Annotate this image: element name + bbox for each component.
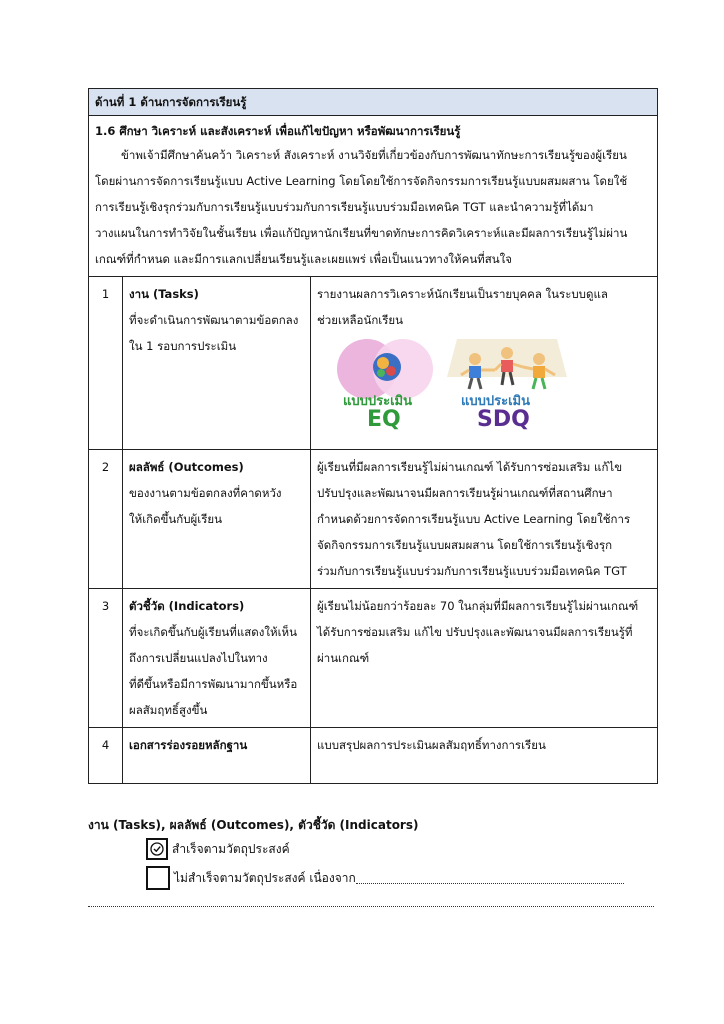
intro-line: ข้าพเจ้ามีศึกษาค้นคว้า วิเคราะห์ สังเคราะห์ งานวิจัยที่เกี่ยวข้องกับการพัฒนาทักษะการเรียนรู้ของผู้เรียน: [121, 148, 627, 162]
row-detail-line: รายงานผลการวิเคราะห์นักเรียนเป็นรายบุคคล ในระบบดูแล: [317, 287, 608, 301]
row-desc-line: ให้เกิดขึ้นกับผู้เรียน: [129, 512, 222, 526]
row-detail-line: ผู้เรียนไม่น้อยกว่าร้อยละ 70 ในกลุ่มที่มีผลการเรียนรู้ไม่ผ่านเกณฑ์: [317, 599, 639, 613]
row-detail-cell: [311, 277, 658, 450]
sdq-assessment-image: [447, 337, 567, 445]
row-detail-line: ได้รับการซ่อมเสริม แก้ไข ปรับปรุงและพัฒนาจนมีผลการเรียนรู้ที่: [317, 625, 633, 639]
row-detail-line: ร่วมกับการเรียนรู้แบบร่วมกับการเรียนรู้แบบร่วมมือเทคนิค TGT: [317, 564, 627, 578]
row-detail-cell: [311, 450, 658, 589]
row-label-cell: [123, 277, 311, 450]
row-desc-line: ใน 1 รอบการประเมิน: [129, 339, 237, 353]
intro-line: โดยผ่านการจัดการเรียนรู้แบบ Active Learning โดยโดยใช้การจัดกิจกรรมการเรียนรู้แบบผสมผสาน โดยใช้: [95, 174, 628, 188]
option-success-label: สำเร็จตามวัตถุประสงค์: [172, 841, 290, 856]
row-detail-line: แบบสรุปผลการประเมินผลสัมฤทธิ์ทางการเรียน: [317, 738, 546, 752]
row-title: ตัวชี้วัด (Indicators): [129, 599, 245, 613]
reason-blank[interactable]: [356, 873, 624, 884]
row-number: 4: [89, 728, 123, 784]
row-label-cell: [123, 450, 311, 589]
row-title: ผลลัพธ์ (Outcomes): [129, 460, 244, 474]
sdq-caption: แบบประเมิน: [461, 394, 530, 409]
eq-assessment-image: [337, 337, 437, 445]
row-detail-line: ช่วยเหลือนักเรียน: [317, 313, 403, 327]
summary-title-text: งาน (Tasks), ผลลัพธ์ (Outcomes), ตัวชี้วัด (Indicators): [88, 818, 419, 832]
row-detail-line: กำหนดด้วยการจัดการเรียนรู้แบบ Active Learning โดยใช้การ: [317, 512, 631, 526]
competency-table: [88, 88, 658, 784]
row-desc-line: ถึงการเปลี่ยนแปลงไปในทาง: [129, 651, 268, 665]
sdq-label: SDQ: [477, 407, 530, 432]
row-number: 1: [89, 277, 123, 450]
row-desc-line: ที่ดีขึ้นหรือมีการพัฒนามากขึ้นหรือ: [129, 677, 298, 691]
row-detail-line: จัดกิจกรรมการเรียนรู้แบบผสมผสาน โดยใช้การเรียนรู้เชิงรุก: [317, 538, 613, 552]
check-circle-icon: [148, 840, 166, 858]
section-header: ด้านที่ 1 ด้านการจัดการเรียนรู้: [89, 89, 658, 116]
row-detail-cell: [311, 728, 658, 784]
row-detail-line: ผ่านเกณฑ์: [317, 651, 370, 665]
option-fail[interactable]: [146, 866, 624, 890]
summary-title: [88, 816, 418, 835]
row-title: งาน (Tasks): [129, 287, 199, 301]
intro-cell: [89, 116, 658, 277]
option-fail-label: ไม่สำเร็จตามวัตถุประสงค์ เนื่องจาก: [174, 870, 356, 885]
table-row: [89, 450, 658, 589]
table-row: [89, 728, 658, 784]
reason-blank-line[interactable]: [88, 906, 654, 907]
eq-label: EQ: [367, 407, 401, 432]
row-number: 3: [89, 589, 123, 728]
section-subheading: 1.6 ศึกษา วิเคราะห์ และสังเคราะห์ เพื่อแก้ไขปัญหา หรือพัฒนาการเรียนรู้: [95, 124, 461, 138]
option-success[interactable]: [146, 838, 290, 860]
row-label-cell: [123, 728, 311, 784]
row-label-cell: [123, 589, 311, 728]
row-detail-cell: [311, 589, 658, 728]
intro-line: เกณฑ์ที่กำหนด และมีการแลกเปลี่ยนเรียนรู้และเผยแพร่ เพื่อเป็นแนวทางให้คนที่สนใจ: [95, 252, 512, 266]
intro-paragraph: [95, 142, 651, 272]
assessment-images: [317, 337, 651, 445]
row-desc-line: ของงานตามข้อตกลงที่คาดหวัง: [129, 486, 282, 500]
row-desc-line: ผลสัมฤทธิ์สูงขึ้น: [129, 703, 208, 717]
success-checkbox[interactable]: [146, 838, 168, 860]
row-desc-line: ที่จะเกิดขึ้นกับผู้เรียนที่แสดงให้เห็น: [129, 625, 297, 639]
row-number: 2: [89, 450, 123, 589]
eq-caption: แบบประเมิน: [343, 394, 412, 409]
row-title: เอกสารร่องรอยหลักฐาน: [129, 738, 248, 752]
table-row: [89, 589, 658, 728]
row-desc-line: ที่จะดำเนินการพัฒนาตามข้อตกลง: [129, 313, 299, 327]
table-row: [89, 277, 658, 450]
intro-line: วางแผนในการทำวิจัยในชั้นเรียน เพื่อแก้ปัญหานักเรียนที่ขาดทักษะการคิดวิเคราะห์และมีผลการเรียนรู้ไม่ผ่าน: [95, 226, 628, 240]
row-detail-line: ผู้เรียนที่มีผลการเรียนรู้ไม่ผ่านเกณฑ์ ได้รับการซ่อมเสริม แก้ไข: [317, 460, 623, 474]
row-detail-line: ปรับปรุงและพัฒนาจนมีผลการเรียนรู้ผ่านเกณฑ์ที่สถานศึกษา: [317, 486, 613, 500]
intro-line: การเรียนรู้เชิงรุกร่วมกับการเรียนรู้แบบร่วมกับการเรียนรู้แบบร่วมมือเทคนิค TGT และนำความรู้ที่ได้มา: [95, 200, 594, 214]
fail-checkbox[interactable]: [146, 866, 170, 890]
